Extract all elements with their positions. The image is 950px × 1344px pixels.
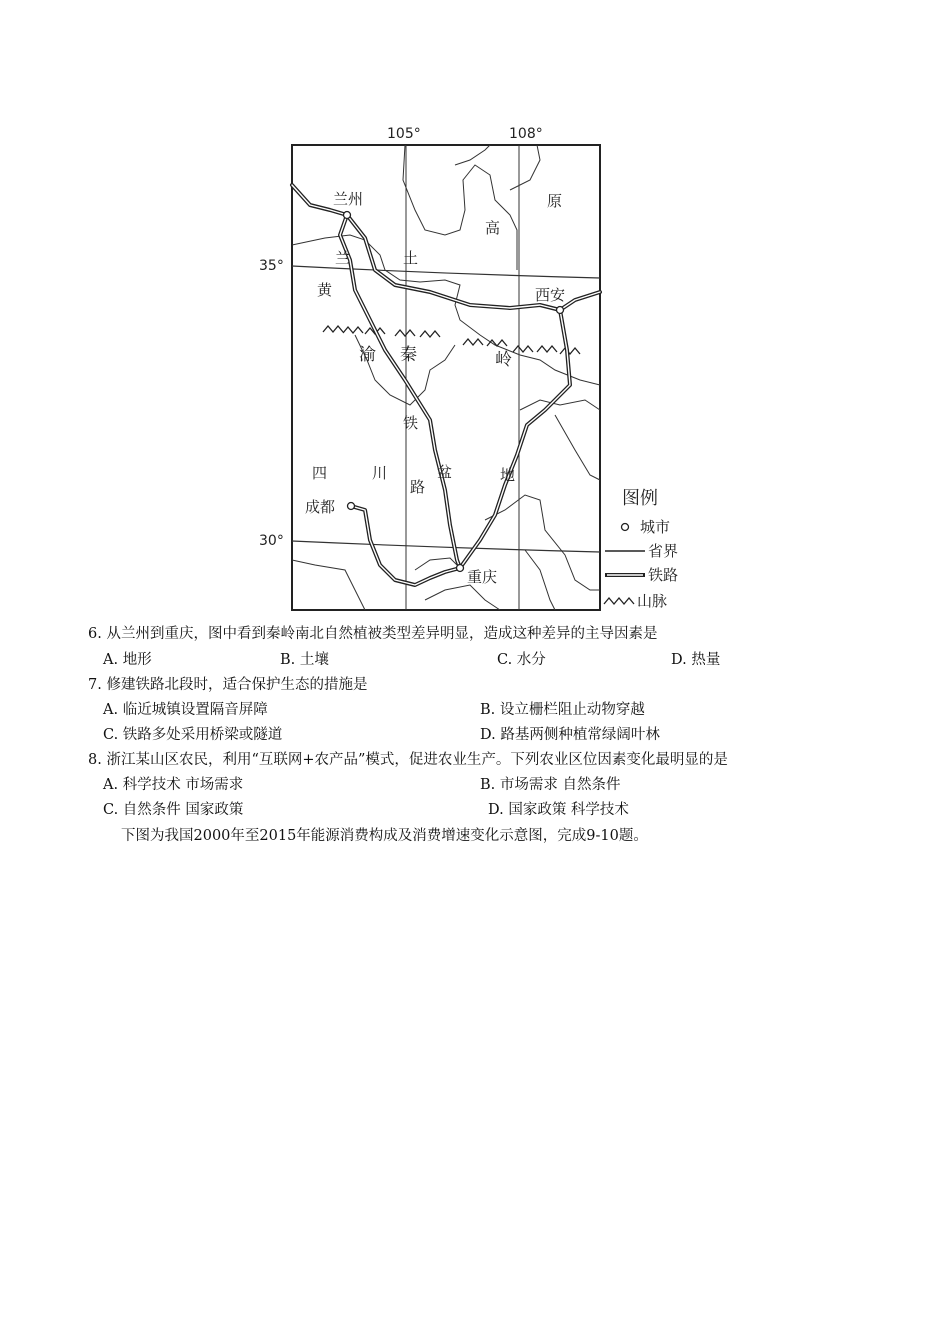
region-yuan: 原 (547, 192, 563, 210)
q8-option-b: B. 市场需求 自然条件 (480, 777, 621, 793)
region-tu: 土 (403, 249, 419, 267)
q8-option-d: D. 国家政策 科学技术 (488, 802, 629, 818)
label-105: 105° (387, 126, 421, 142)
region-si: 四 (312, 464, 328, 482)
q7-option-c: C. 铁路多处采用桥梁或隧道 (103, 727, 283, 743)
q6-option-b: B. 土壤 (280, 652, 329, 668)
parallel-30 (292, 541, 600, 552)
railways (292, 185, 600, 585)
region-huang: 黄 (317, 281, 333, 299)
legend-railway-label: 铁路 (648, 566, 679, 584)
parallel-35 (292, 266, 600, 278)
city-chengdu-marker (348, 503, 355, 510)
label-108: 108° (509, 126, 543, 142)
region-pen: 盆 (437, 463, 453, 481)
q8-option-a: A. 科学技术 市场需求 (103, 777, 244, 793)
legend-city-label: 城市 (640, 518, 671, 536)
q6-option-a: A. 地形 (103, 652, 152, 668)
region-lan: 兰 (335, 249, 351, 267)
label-35: 35° (259, 258, 284, 274)
q6-option-c: C. 水分 (497, 652, 546, 668)
region-tie: 铁 (403, 414, 419, 432)
city-lanzhou-marker (344, 212, 351, 219)
city-chongqing-marker (457, 565, 464, 572)
legend-mountain-label: 山脉 (637, 592, 668, 610)
q6-option-d: D. 热量 (671, 652, 721, 668)
intro-next-questions: 下图为我国2000年至2015年能源消费构成及消费增速变化示意图，完成9-10题。 (121, 828, 648, 844)
question-8-stem: 8. 浙江某山区农民，利用“互联网+农产品”模式，促进农业生产。下列农业区位因素变化最明显的是 (88, 752, 728, 768)
legend-boundary-label: 省界 (648, 542, 679, 560)
province-boundaries (292, 145, 600, 610)
question-7-stem: 7. 修建铁路北段时，适合保护生态的措施是 (88, 677, 368, 693)
region-lu: 路 (410, 478, 426, 496)
label-30: 30° (259, 533, 284, 549)
map-figure (255, 120, 700, 615)
city-xian-label: 西安 (535, 286, 566, 304)
region-gao: 高 (485, 219, 501, 237)
legend-title: 图例 (622, 488, 658, 509)
q8-option-c: C. 自然条件 国家政策 (103, 802, 244, 818)
q7-option-d: D. 路基两侧种植常绿阔叶林 (480, 727, 660, 743)
city-chongqing-label: 重庆 (467, 568, 498, 586)
q7-option-b: B. 设立栅栏阻止动物穿越 (480, 702, 645, 718)
legend-city-icon (622, 524, 629, 531)
legend-mountain-icon (604, 598, 634, 604)
city-chengdu-label: 成都 (305, 498, 336, 516)
city-lanzhou-label: 兰州 (333, 190, 364, 208)
q7-option-a: A. 临近城镇设置隔音屏障 (103, 702, 268, 718)
city-xian-marker (557, 307, 564, 314)
region-chuan: 川 (372, 464, 388, 482)
region-di: 地 (500, 466, 516, 484)
question-6-stem: 6. 从兰州到重庆，图中看到秦岭南北自然植被类型差异明显，造成这种差异的主导因素是 (88, 626, 658, 642)
region-ling: 岭 (495, 350, 512, 370)
map-legend (604, 488, 678, 610)
region-qin: 秦 (400, 345, 417, 365)
region-yu: 渝 (359, 345, 376, 365)
